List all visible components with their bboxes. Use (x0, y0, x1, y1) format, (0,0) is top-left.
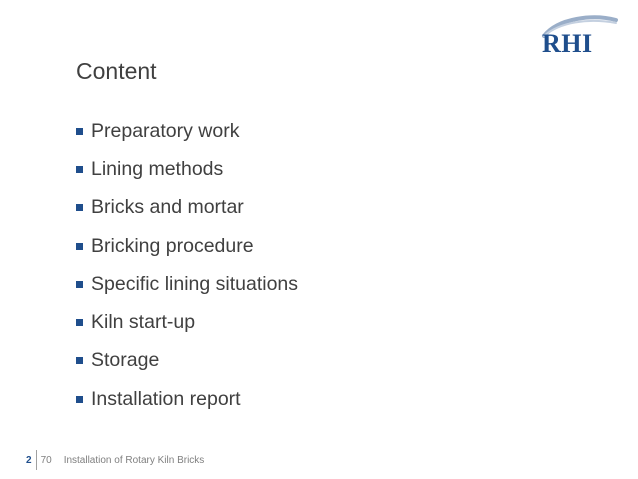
list-item-preparatory-work (76, 112, 298, 150)
list-item-label: Lining methods (91, 157, 224, 180)
list-item-label: Bricks and mortar (91, 196, 244, 219)
square-bullet-icon (76, 281, 83, 288)
list-item-label: Kiln start-up (91, 311, 196, 334)
square-bullet-icon (76, 204, 83, 211)
footer-divider (36, 450, 37, 470)
list-item-label: Specific lining situations (91, 272, 299, 295)
list-item-bricks-and-mortar (76, 189, 298, 227)
list-item-label: Bricking procedure (91, 234, 254, 257)
slide-footer (26, 452, 204, 468)
list-item-label: Installation report (91, 387, 241, 410)
list-item-installation-report (76, 380, 298, 418)
square-bullet-icon (76, 357, 83, 364)
slide-title: Content (76, 58, 157, 84)
page-total: 70 (40, 454, 52, 466)
footer-document-title: Installation of Rotary Kiln Bricks (63, 454, 205, 466)
list-item-kiln-start-up (76, 303, 298, 341)
content-list (76, 112, 298, 418)
list-item-storage (76, 342, 298, 380)
square-bullet-icon (76, 166, 83, 173)
list-item-label: Storage (91, 349, 160, 372)
list-item-specific-lining-situations (76, 265, 298, 303)
square-bullet-icon (76, 396, 83, 403)
page-number: 2 (26, 454, 32, 466)
square-bullet-icon (76, 128, 83, 135)
logo-text: RHI (542, 29, 593, 58)
list-item-bricking-procedure (76, 227, 298, 265)
list-item-lining-methods (76, 150, 298, 188)
square-bullet-icon (76, 319, 83, 326)
rhi-logo (538, 14, 618, 60)
square-bullet-icon (76, 243, 83, 250)
list-item-label: Preparatory work (91, 119, 240, 142)
